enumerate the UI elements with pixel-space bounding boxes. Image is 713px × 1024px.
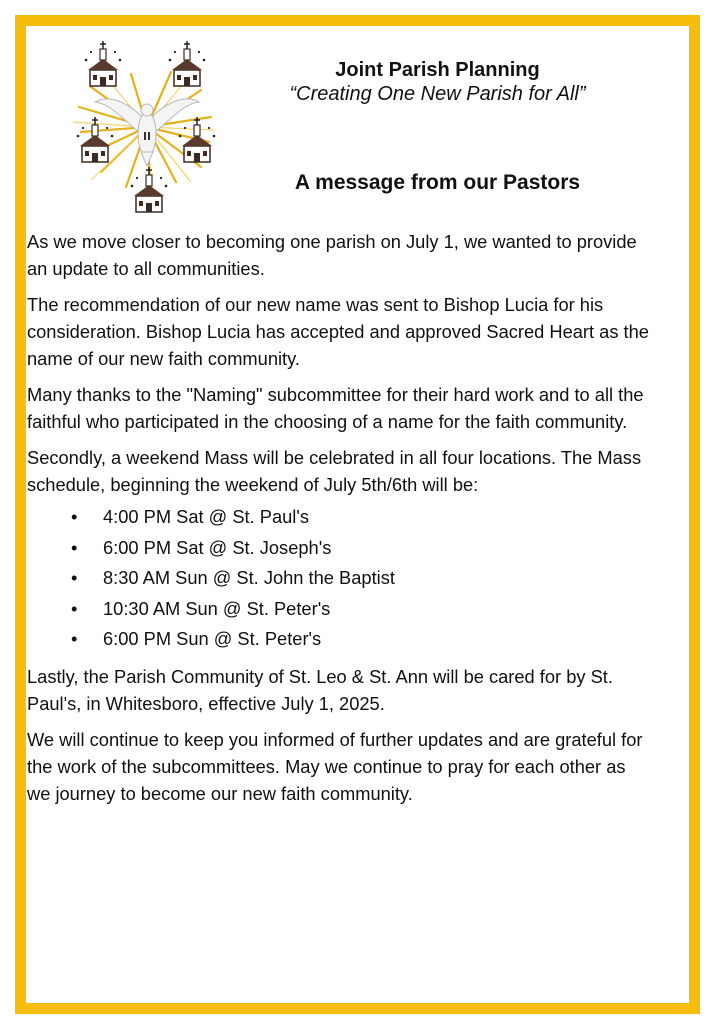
bullet-icon: • (71, 506, 78, 527)
paragraph: Lastly, the Parish Community of St. Leo & St. Ann will be cared for by St. Paul's, in Whitesboro, effective July 1, 2025. (27, 665, 613, 714)
bullet-icon: • (71, 628, 78, 649)
page-title: Joint Parish Planning (335, 59, 540, 81)
dove-with-five-churches-icon (51, 32, 221, 222)
message-heading: A message from our Pastors (294, 171, 581, 194)
mass-schedule-list (27, 502, 652, 655)
paragraph: We will continue to keep you informed of further updates and are grateful for the work of the subcommittees. May we continue to pray for each other as we journey to become our new faith community. (27, 728, 643, 804)
schedule-text: 6:00 PM Sat @ St. Joseph's (103, 536, 332, 558)
schedule-text: 10:30 AM Sun @ St. Peter's (103, 597, 331, 619)
bullet-icon: • (71, 597, 78, 619)
paragraph: As we move closer to becoming one parish on July 1, we wanted to provide an update to all communities. (27, 231, 637, 279)
message-body (27, 228, 652, 816)
schedule-text: 6:00 PM Sun @ St. Peter's (103, 628, 322, 649)
bullet-icon: • (71, 567, 78, 588)
list-item (27, 624, 652, 655)
list-item (27, 533, 652, 564)
paragraph: Many thanks to the "Naming" subcommittee for their hard work and to all the faithful who participated in the choosing of a name for the faith community. (27, 384, 644, 432)
list-item (27, 502, 652, 533)
paragraph: Secondly, a weekend Mass will be celebrated in all four locations. The Mass schedule, beginning the weekend of July 5th/6th will be: (27, 447, 642, 495)
header (260, 58, 615, 106)
schedule-text: 8:30 AM Sun @ St. John the Baptist (103, 567, 395, 588)
list-item (27, 563, 652, 594)
bullet-icon: • (71, 536, 78, 558)
schedule-text: 4:00 PM Sat @ St. Paul's (103, 506, 309, 527)
page-subtitle: “Creating One New Parish for All” (289, 83, 586, 105)
paragraph: The recommendation of our new name was sent to Bishop Lucia for his consideration. Bishop Lucia has accepted and approved Sacred Heart as the name of our new faith community. (27, 294, 649, 369)
list-item (27, 594, 652, 625)
